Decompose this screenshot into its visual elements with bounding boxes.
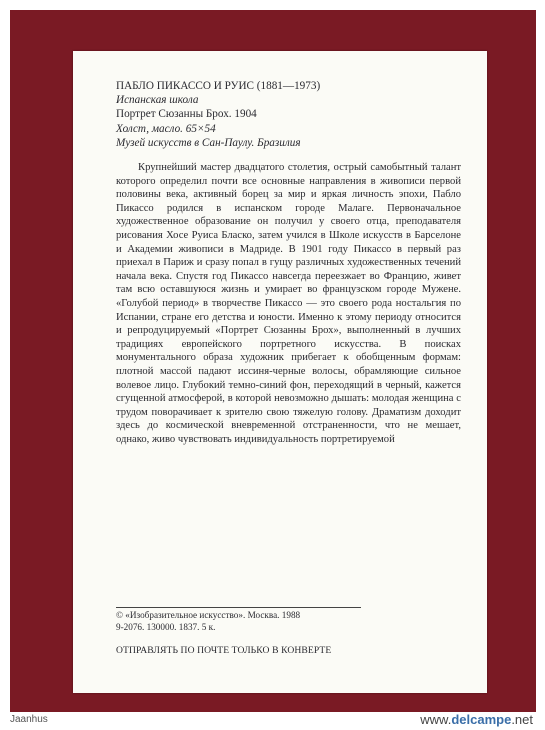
art-school: Испанская школа [116,94,199,107]
artwork-header [116,79,446,150]
postcard-footer [116,607,416,656]
artist-name: ПАБЛО ПИКАССО И РУИС (1881—1973) [116,80,321,92]
publisher-line: © «Изобразительное искусство». Москва. 1988 [116,610,301,620]
museum-name: Музей искусств в Сан-Паулу. Бразилия [116,136,301,149]
site-brand: delcampe [451,712,512,727]
site-suffix: .net [511,712,533,727]
site-prefix: www. [420,712,452,727]
print-info: 9-2076. 130000. 1837. 5 к. [116,621,216,632]
artwork-title: Портрет Сюзанны Брох. 1904 [116,108,257,121]
site-watermark [420,712,533,727]
artwork-medium: Холст, масло. 65×54 [116,122,216,135]
seller-watermark: Jaanhus [10,714,48,725]
footer-divider [116,607,361,608]
postcard [73,51,487,693]
mail-instruction: ОТПРАВЛЯТЬ ПО ПОЧТЕ ТОЛЬКО В КОНВЕРТЕ [116,645,332,656]
postcard-backdrop [10,10,536,712]
description-paragraph: Крупнейший мастер двадцатого столетия, острый самобытный талант которого определил почти все основные направления в живописи первой половины века, активный борец за мир и яркая личность эпохи, Пабло Пикассо родился в испанском городе Малаге. Первоначальное художественное образование он получил у своего отца, преподавателя рисования Хосе Руиса Бласко, затем учился в Школе искусств в Барселоне и Академии живописи в Мадриде. В 1901 году Пикассо в первый раз приехал в Париж и сразу попал в гущу различных художественных течений начала века. Спустя год Пикассо навсегда переезжает во Францию, живет там всю оставшуюся жизнь и умирает во французском городе Мужене. «Голубой период» в творчестве Пикассо — это своего рода ностальгия по Испании, стране его детства и юности. Именно к этому периоду относится и репродуцируемый «Портрет Сюзанны Брох», выполненный в лучших традициях европейского портретного искусства. В поисках монументального образа художник прибегает к обобщенным формам: плотной массой падают иссиня-черные волосы, обрамляющие сильное волевое лицо. Глубокий темно-синий фон, переходящий в черный, кажется сгущенной атмосферой, в которой невозможно дышать: молодая женщина с трудом поворачивает к зрителю свою тяжелую голову. Драматизм доходит здесь до космической вневременной отстраненности, что не мешает, однако, живо чувствовать индивидуальность портретируемой [116,162,461,445]
description [116,161,461,446]
